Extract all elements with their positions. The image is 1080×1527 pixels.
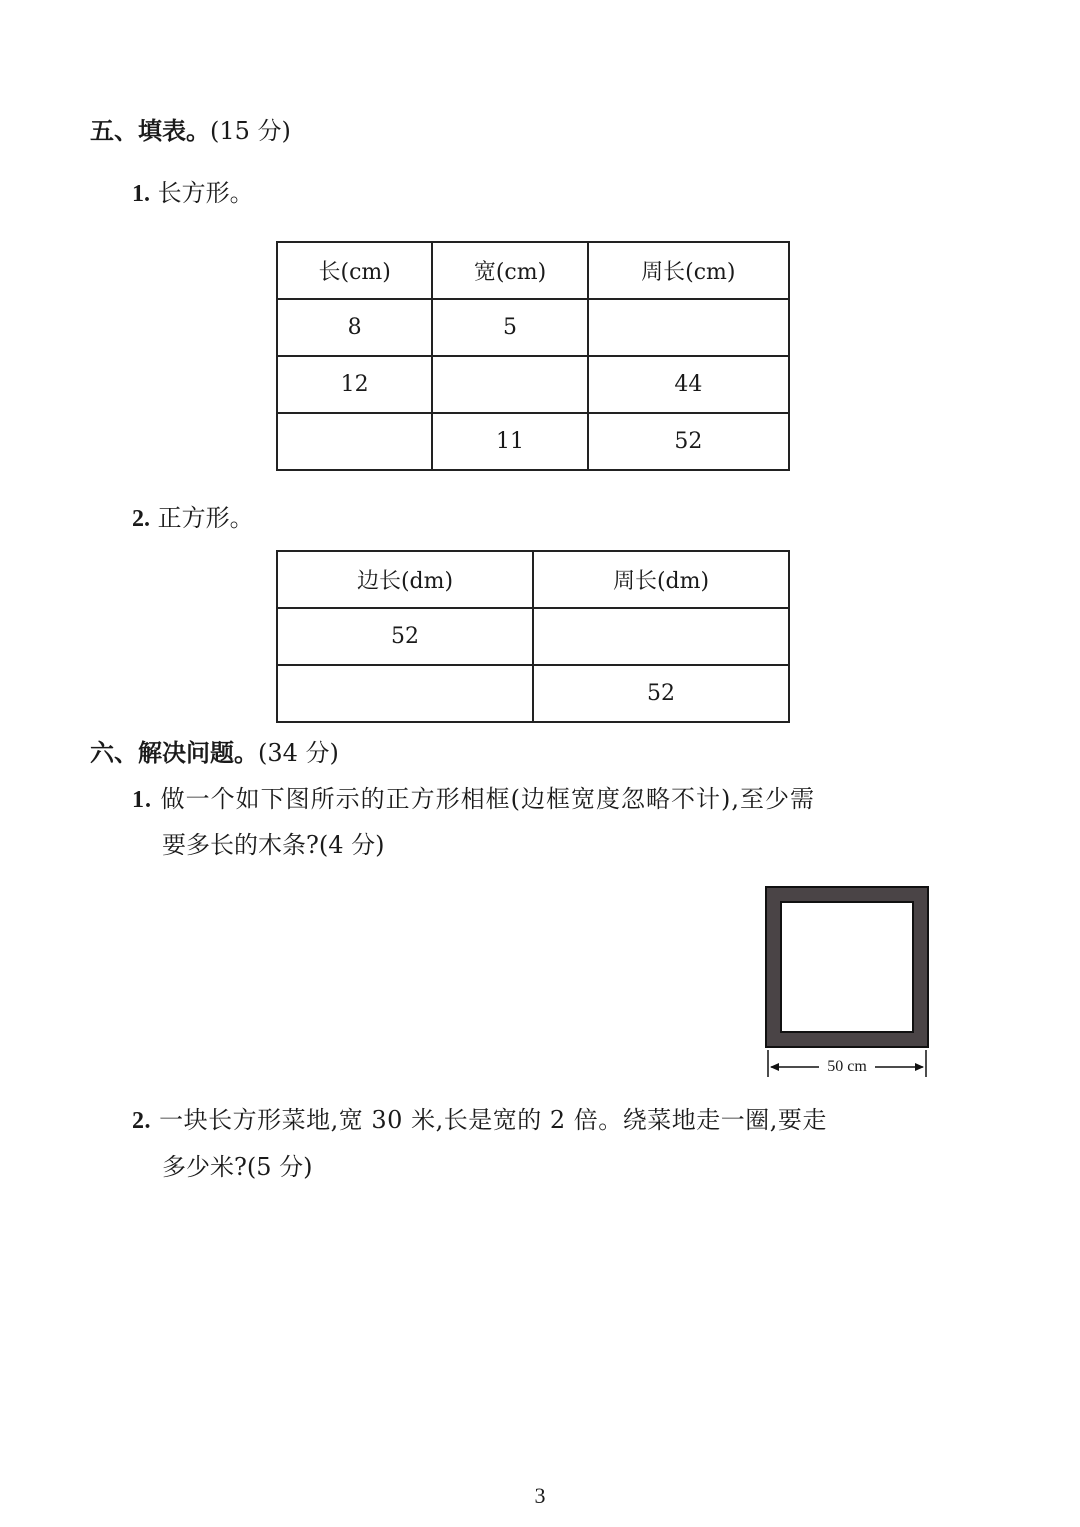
table-row <box>277 665 789 722</box>
question-text: 长方形。 <box>157 179 254 207</box>
table-row <box>277 608 789 665</box>
section-5-heading <box>90 116 291 146</box>
cell: 11 <box>432 413 587 470</box>
section-score: (15 分) <box>210 117 291 145</box>
cell: 44 <box>588 356 789 413</box>
question-number: 2. <box>132 506 150 532</box>
cell: 12 <box>277 356 432 413</box>
header-cell: 长(cm) <box>277 242 432 299</box>
cell <box>432 356 587 413</box>
section-title: 六、解决问题。 <box>90 739 258 767</box>
page-number: 3 <box>534 1483 546 1508</box>
header-cell: 周长(cm) <box>588 242 789 299</box>
cell: 52 <box>533 665 789 722</box>
question-6-1-line2: 要多长的木条?(4 分) <box>162 831 385 859</box>
table-row <box>277 356 789 413</box>
header-cell: 宽(cm) <box>432 242 587 299</box>
rectangle-table <box>276 241 790 471</box>
cell: 52 <box>588 413 789 470</box>
cell: 5 <box>432 299 587 356</box>
question-5-1 <box>132 178 254 209</box>
cell <box>277 665 533 722</box>
question-6-1-line1 <box>132 784 815 815</box>
section-6-heading <box>90 738 339 768</box>
header-cell: 周长(dm) <box>533 551 789 608</box>
question-6-2-line1 <box>132 1105 827 1136</box>
cell: 52 <box>277 608 533 665</box>
question-number: 1. <box>132 787 152 813</box>
question-5-2 <box>132 503 254 534</box>
section-score: (34 分) <box>258 739 339 767</box>
table-row <box>277 299 789 356</box>
table-header-row <box>277 242 789 299</box>
table-header-row <box>277 551 789 608</box>
header-cell: 边长(dm) <box>277 551 533 608</box>
question-text: 正方形。 <box>157 504 254 532</box>
cell <box>277 413 432 470</box>
square-table <box>276 550 790 723</box>
question-number: 1. <box>132 181 150 207</box>
section-title: 五、填表。 <box>90 117 210 145</box>
cell <box>533 608 789 665</box>
question-text: 一块长方形菜地,宽 30 米,长是宽的 2 倍。绕菜地走一圈,要走 <box>159 1106 827 1134</box>
cell: 8 <box>277 299 432 356</box>
question-text: 做一个如下图所示的正方形相框(边框宽度忽略不计),至少需 <box>160 785 815 813</box>
dimension-label: 50 cm <box>827 1058 867 1075</box>
question-number: 2. <box>132 1108 151 1134</box>
table-row <box>277 413 789 470</box>
cell <box>588 299 789 356</box>
question-6-2-line2: 多少米?(5 分) <box>162 1153 313 1181</box>
square-frame-figure <box>767 888 927 1046</box>
